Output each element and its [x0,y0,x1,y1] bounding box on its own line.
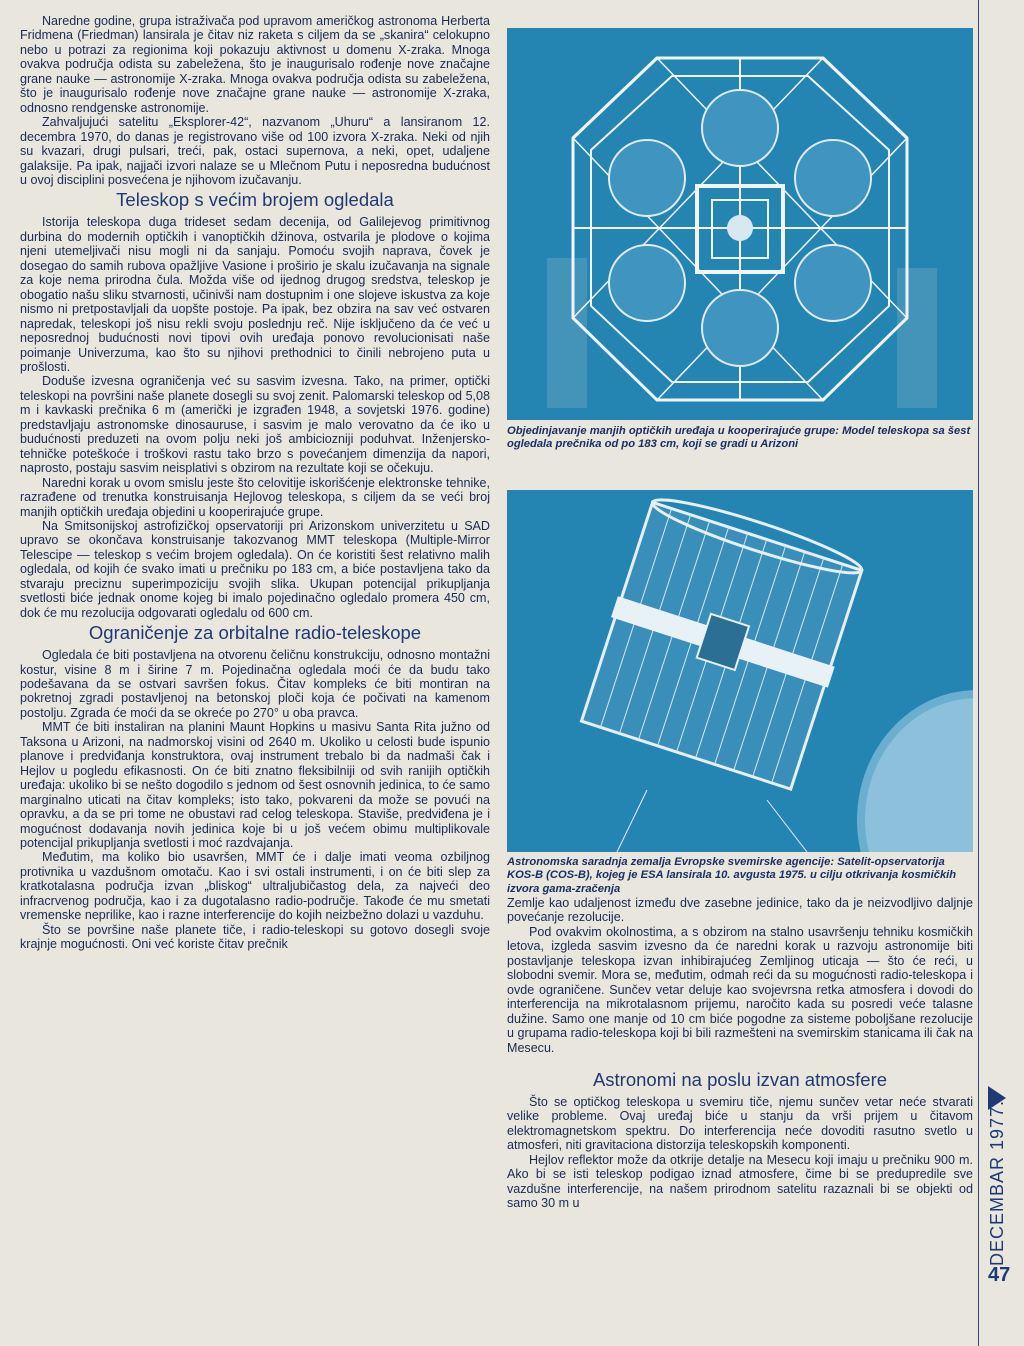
paragraph: Ogledala će biti postavljena na otvorenu čeličnu konstrukciju, odnosno montažni kostur, visine 8 m i širine 7 m. Pojedinačna ogledala moći će da budu tako podešavana da se ostvari savršen fokus. Čitav kompleks će biti montiran na pokretnoj zgradi postavljenoj na betonskoj ploči koja će počivati na kamenom postolju. Zgrada će moći da se okreće po 270° u oba pravca. [20,648,490,720]
figure-caption-1: Objedinjavanje manjih optičkih uređaja u kooperirajuće grupe: Model teleskopa sa šest ogledala prečnika od po 183 cm, koji se gradi u Arizoni [507,425,971,451]
paragraph: Na Smitsonijskoj astrofizičkoj opservatoriji pri Arizonskom univerzitetu u SAD upravo se okončava konstruisanje takozvanog MMT teleskopa (Multiple-Mirror Telescipe — teleskop s većim brojem ogledala). On će koristiti šest relativno malih ogledala, od kojih će svako imati u prečniku po 183 cm, a biće postavljena tako da stvaraju preciznu superimpoziciju svojih slika. Ukupan potencijal prikupljanja svetlosti biće jednak onome kojeg bi imalo pojedinačno ogledalo promera 450 cm, dok će mu rezolucija odgovarati ogledalu od 600 cm. [20,518,490,620]
left-column [20,14,490,952]
paragraph: Što se površine naše planete tiče, i radio-teleskopi su gotovo dosegli svoje krajnje mogućnosti. Oni već koriste čitav prečnik [20,922,490,952]
figure-caption-2: Astronomska saradnja zemalja Evropske svemirske agencije: Satelit-opservatorija KOS-B (COS-B), kojeg je ESA lansirala 10. avgusta 1975. u cilju otkrivanja kosmičkih izvora gama-zračenja [507,856,957,895]
paragraph: Pod ovakvim okolnostima, a s obzirom na stalno usavršenju tehniku kosmičkih letova, izgleda sasvim izvesno da će naredni korak u razvoju astronomije biti postavljanje teleskopa izvan inhibirajućeg Zemljinog uticaja — što će reći, u slobodni svemir. Mora se, međutim, odmah reći da su mogućnosti radio-teleskopa i ovde ograničene. Sunčev vetar deluje kao svojevrsna retka atmosfera i dovodi do interferencija na mikrotalasnom prijemu, naročito kada su posredi veće talasne dužine. Samo one manje od 10 cm biće pogodne za sisteme poboljšane rezolucije u grupama radio-teleskopa koji bi bili razmešteni na svemirskim stanicama ili čak na Mesecu. [507,924,973,1055]
section-heading: Teleskop s većim brojem ogledala [116,189,394,211]
cos-b-satellite-photo [507,490,973,852]
right-column [507,896,973,1211]
paragraph: Naredne godine, grupa istraživača pod upravom američkog astronoma Herberta Fridmena (Friedman) lansirala je čitav niz raketa s ciljem da se „skanira“ celokupno nebo u potrazi za regionima koji pokazuju aktivnost u domenu X-zraka. Mnoga ovakva područja odista su zabeležena, što je inaugurisalo rođenje nove značajne grane nauke — astronomije X-zraka. Mnoga ovakva područja odista su zabeležena, što je inaugurisalo rođenje nove značajne grane nauke — astronomije X-zraka, odnosno rendgenske astronomije. [20,14,490,115]
paragraph: Što se optičkog teleskopa u svemiru tiče, njemu sunčev vetar neće stvarati velike probleme. Ovaj uređaj biće u stanju da vrši prijem u čitavom elektromagnetskom spektru. Do interferencija neće dovoditi rasutno svetlo u atmosferi, niti gravitaciona distorzija teleskopskih komponenti. [507,1094,973,1153]
section-heading: Astronomi na poslu izvan atmosfere [592,1068,888,1090]
paragraph: Doduše izvesna ograničenja već su sasvim izvesna. Tako, na primer, optički teleskopi na površini naše planete dosegli su svoj zenit. Palomarski teleskop od 5,08 m i kavkaski prečnika 6 m (američki je izgrađen 1948, a sovjetski 1976. godine) predstavljaju astronomske dinosauruse, i sasvim je malo verovatno da će iko u budućnosti preduzeti na ovom polju neki još ambiciozniji poduhvat. Inženjersko-tehničke poteškoće i troškovi rastu tako brzo s povećanjem dimenzija da napori, naprosto, postaju sasvim neisplativi s obzirom na rezultate koji se očekuju. [20,374,490,476]
page-number: 47 [988,1264,1011,1286]
satellite-illustration [507,490,973,852]
telescope-model-illustration [507,28,973,420]
paragraph: Međutim, ma koliko bio usavršen, MMT će i dalje imati veoma ozbiljnog protivnika u vazdušnom omotaču. Kao i svi ostali instrumenti, i on će biti slep za kratkotalasna područja izvan „bliskog“ ultraljubičastog dela, za najveći deo infracrvenog područja, kao i za dugotalasno radio-područje. Takođe će mu smetati vremenske neprilike, kao i razne interferencije do kojih neizbežno dolazi u vazduhu. [20,850,490,923]
paragraph: Zahvaljujući satelitu „Eksplorer-42“, nazvanom „Uhuru“ a lansiranom 12. decembra 1970, do danas je registrovano više od 100 izvora X-zraka. Neki od njih su kvazari, drugi pulsari, treći, pak, ostaci supernova, a neki, opet, udaljene galaksije. Pa ipak, najjači izvori nalaze se u Mlečnom Putu i neposredna budućnost u ovoj disciplini posvećena je njihovom izučavanju. [20,115,490,187]
margin-rule [978,0,979,1346]
paragraph: MMT će biti instaliran na planini Maunt Hopkins u masivu Santa Rita južno od Taksona u Arizoni, na nadmorskoj visini od 2640 m. Ukoliko u celosti bude ispunio planove i predviđanja konstruktora, ovaj instrument trebalo bi da nadmaši čak i Hejlov u pogledu efikasnosti. On će biti znatno fleksibilniji od svih ranijih optičkih uređaja: ukoliko bi se nešto dogodilo s jednom od šest osnovnih jedinica, to će samo marginalno uticati na čitav kompleks; isto tako, pokvareni da može se povući na opravku, a da se pri tome ne obustavi rad celog teleskopa. Staviše, predviđena je i mogućnost dodavanja novih jedinica koje bi u još većem obimu multiplikovale potencijal prikupljanja svetlosti i moć razdvajanja. [20,720,490,851]
paragraph: Hejlov reflektor može da otkrije detalje na Mesecu koji imaju u prečniku 900 m. Ako bi se isti teleskop podigao iznad atmosfere, čime bi se predupredile sve vazdušne interferencije, na našem prirodnom satelitu razaznali bi se objekti od samo 30 m u [507,1152,973,1211]
paragraph: Zemlje kao udaljenost između dve zasebne jedinice, tako da je neizvodljivo daljnje povećanje rezolucije. [507,896,973,925]
section-heading: Ograničenje za orbitalne radio-teleskope [88,622,422,644]
telescope-model-photo [507,28,973,420]
paragraph: Naredni korak u ovom smislu jeste što celovitije iskorišćenje elektronske tehnike, razrađene od trenutka konstruisanja Hejlovog teleskopa, s ciljem da se veći broj manjih optičkih uređaja objedini u kooperirajuće grupe. [20,475,490,519]
issue-date: DECEMBAR 1977. [987,1099,1007,1267]
paragraph: Istorija teleskopa duga trideset sedam decenija, od Galilejevog primitivnog durbina do modernih optičkih i vanoptičkih džinova, ostvarila je plodove o kojima njeni utemeljivači nisu mogli ni da sanjaju. Pomoću svojih naprava, čovek je dosegao do samih rubova opažljive Vasione i proširio je skalu izučavanja na signale za koje nema prirodna čula. Možda više od ijednog drugog sredstva, teleskop je obogatio našu sliku stvarnosti, učinivši nam dostupnim i one slojeve iskustva za koje nismo ni pretpostavljali da uopšte postoje. Pa ipak, bez obzira na sav već ostvaren napredak, teleskopi još nisu rekli svoju poslednju reč. Nije isključeno da će već u neposrednoj budućnosti novi tipovi ovih uređaja ponovo revolucionisati naše poimanje Univerzuma, kao što su njihovi prethodnici to činili nebrojeno puta u prošlosti. [20,215,490,374]
